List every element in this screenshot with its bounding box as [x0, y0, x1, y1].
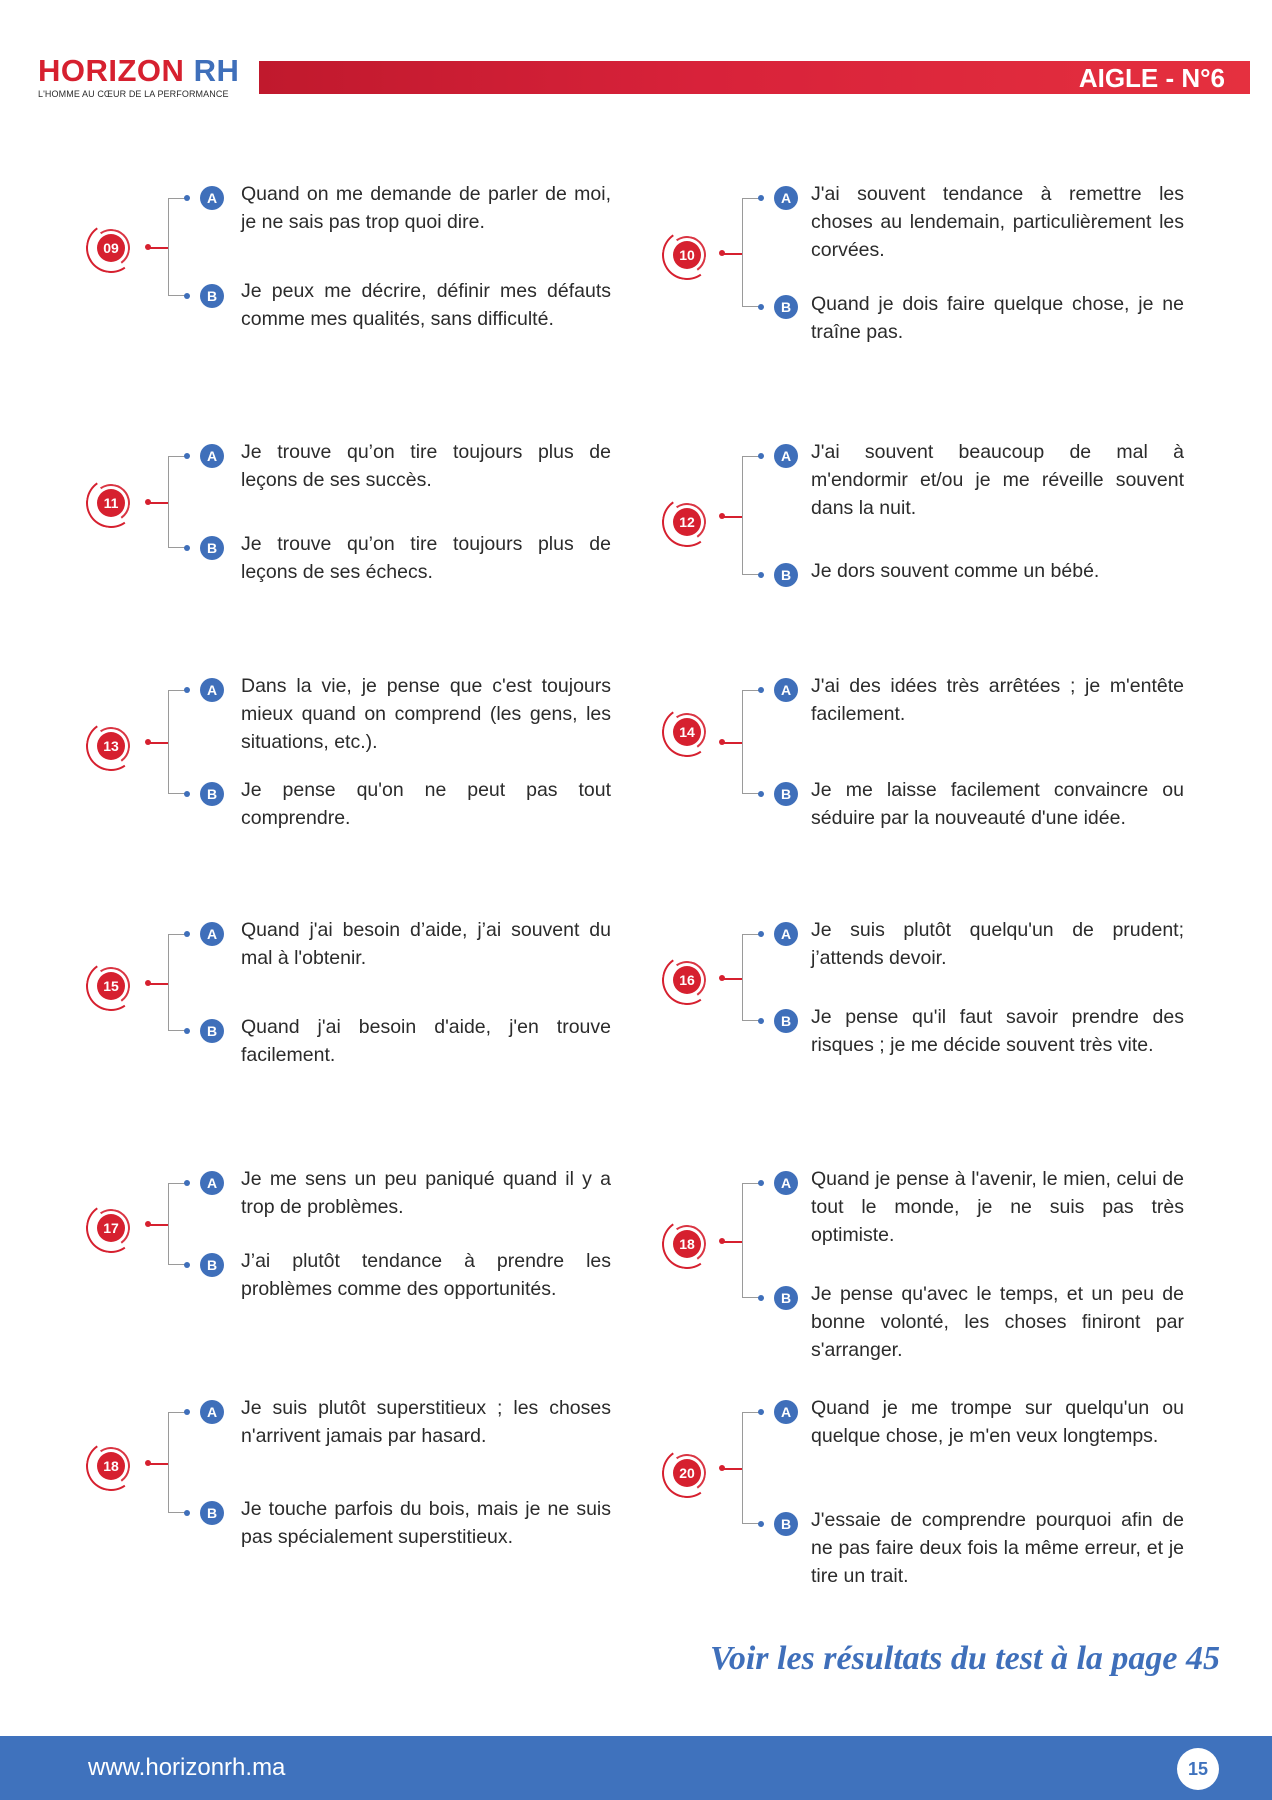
- option-bracket: [742, 456, 760, 575]
- question-number: 20: [673, 1459, 701, 1487]
- option-dot: [758, 1180, 764, 1186]
- connector-line: [150, 502, 168, 504]
- question-number-badge: [662, 955, 712, 1005]
- option-a-badge[interactable]: A: [774, 1171, 798, 1195]
- option-dot: [184, 791, 190, 797]
- option-a-badge[interactable]: A: [200, 1400, 224, 1424]
- option-a-badge[interactable]: A: [200, 1171, 224, 1195]
- option-b-text[interactable]: Quand j'ai besoin d'aide, j'en trouve facilement.: [241, 1016, 611, 1066]
- option-bracket: [742, 198, 760, 307]
- option-dot: [184, 1510, 190, 1516]
- question-number-badge: [662, 1448, 712, 1498]
- option-dot: [184, 1028, 190, 1034]
- connector-line: [724, 516, 742, 518]
- option-b-badge[interactable]: B: [200, 782, 224, 806]
- footer-url[interactable]: www.horizonrh.ma: [88, 1754, 286, 1781]
- header-band: [259, 61, 1250, 94]
- option-a-badge[interactable]: A: [774, 922, 798, 946]
- option-b-badge[interactable]: B: [200, 536, 224, 560]
- results-link[interactable]: Voir les résultats du test à la page 45: [709, 1640, 1220, 1677]
- page-number: 15: [1177, 1748, 1219, 1790]
- question-number: 13: [97, 732, 125, 760]
- option-dot: [184, 453, 190, 459]
- option-dot: [758, 1295, 764, 1301]
- connector-line: [724, 978, 742, 980]
- question-number-badge: [662, 707, 712, 757]
- question-number: 11: [97, 489, 125, 517]
- question-number: 09: [97, 234, 125, 262]
- option-dot: [184, 1180, 190, 1186]
- question-number-badge: [662, 1219, 712, 1269]
- option-dot: [184, 687, 190, 693]
- option-a-text[interactable]: Je suis plutôt superstitieux ; les choses n'arrivent jamais par hasard.: [241, 1397, 611, 1447]
- option-a-text[interactable]: Je me sens un peu paniqué quand il y a trop de problèmes.: [241, 1168, 611, 1218]
- option-b-text[interactable]: Je pense qu'on ne peut pas tout comprendre.: [241, 779, 611, 829]
- option-b-text[interactable]: Je pense qu'il faut savoir prendre des risques ; je me décide souvent très vite.: [811, 1006, 1184, 1056]
- option-dot: [758, 687, 764, 693]
- option-b-badge[interactable]: B: [774, 1286, 798, 1310]
- option-a-badge[interactable]: A: [774, 444, 798, 468]
- question-number-badge: [662, 230, 712, 280]
- option-dot: [758, 572, 764, 578]
- option-dot: [758, 195, 764, 201]
- option-b-text[interactable]: Je peux me décrire, définir mes défauts comme mes qualités, sans difficulté.: [241, 280, 611, 330]
- option-dot: [184, 195, 190, 201]
- option-b-text[interactable]: J’ai plutôt tendance à prendre les problèmes comme des opportunités.: [241, 1250, 611, 1300]
- option-bracket: [742, 1183, 760, 1298]
- option-b-badge[interactable]: B: [200, 1253, 224, 1277]
- option-a-text[interactable]: Quand je me trompe sur quelqu'un ou quelque chose, je m'en veux longtemps.: [811, 1397, 1184, 1447]
- option-a-text[interactable]: Quand on me demande de parler de moi, je ne sais pas trop quoi dire.: [241, 183, 611, 233]
- option-b-badge[interactable]: B: [774, 563, 798, 587]
- option-a-text[interactable]: J'ai souvent beaucoup de mal à m'endormir et/ou je me réveille souvent dans la nuit.: [811, 441, 1184, 519]
- logo-wordmark: HORIZON RH: [38, 53, 240, 88]
- question-number-badge: [86, 1441, 136, 1491]
- option-bracket: [168, 934, 186, 1031]
- connector-line: [150, 983, 168, 985]
- option-bracket: [742, 1412, 760, 1524]
- option-dot: [758, 1521, 764, 1527]
- option-b-badge[interactable]: B: [200, 284, 224, 308]
- option-dot: [758, 1018, 764, 1024]
- question-number: 14: [673, 718, 701, 746]
- question-number-badge: [662, 497, 712, 547]
- option-a-badge[interactable]: A: [200, 678, 224, 702]
- connector-line: [724, 742, 742, 744]
- option-dot: [184, 1262, 190, 1268]
- option-b-text[interactable]: Je me laisse facilement convaincre ou séduire par la nouveauté d'une idée.: [811, 779, 1184, 829]
- connector-line: [150, 247, 168, 249]
- option-b-badge[interactable]: B: [774, 295, 798, 319]
- option-a-badge[interactable]: A: [200, 922, 224, 946]
- option-a-text[interactable]: Quand je pense à l'avenir, le mien, celui de tout le monde, je ne suis pas très optimiste.: [811, 1168, 1184, 1246]
- option-bracket: [742, 934, 760, 1021]
- question-number: 17: [97, 1214, 125, 1242]
- option-bracket: [168, 198, 186, 296]
- connector-line: [150, 742, 168, 744]
- option-dot: [184, 931, 190, 937]
- option-b-badge[interactable]: B: [774, 782, 798, 806]
- option-b-text[interactable]: Je touche parfois du bois, mais je ne suis pas spécialement superstitieux.: [241, 1498, 611, 1548]
- option-dot: [184, 1409, 190, 1415]
- option-a-text[interactable]: J'ai des idées très arrêtées ; je m'entête facilement.: [811, 675, 1184, 725]
- question-number: 15: [97, 972, 125, 1000]
- connector-line: [150, 1224, 168, 1226]
- question-number-badge: [86, 1203, 136, 1253]
- option-b-text[interactable]: Quand je dois faire quelque chose, je ne traîne pas.: [811, 293, 1184, 343]
- option-b-text[interactable]: Je trouve qu’on tire toujours plus de leçons de ses échecs.: [241, 533, 611, 583]
- question-number: 18: [673, 1230, 701, 1258]
- question-number-badge: [86, 961, 136, 1011]
- option-bracket: [168, 456, 186, 548]
- question-number-badge: [86, 721, 136, 771]
- option-b-text[interactable]: J'essaie de comprendre pourquoi afin de ne pas faire deux fois la même erreur, et je tire un trait.: [811, 1509, 1184, 1587]
- option-b-text[interactable]: Je dors souvent comme un bébé.: [811, 560, 1100, 582]
- option-a-badge[interactable]: A: [200, 444, 224, 468]
- option-a-text[interactable]: Je suis plutôt quelqu'un de prudent; j’attends devoir.: [811, 919, 1184, 969]
- option-b-text[interactable]: Je pense qu'avec le temps, et un peu de bonne volonté, les choses finiront par s'arranger.: [811, 1283, 1184, 1361]
- option-a-badge[interactable]: A: [200, 186, 224, 210]
- option-a-text[interactable]: Quand j'ai besoin d’aide, j’ai souvent du mal à l'obtenir.: [241, 919, 611, 969]
- option-b-badge[interactable]: B: [200, 1019, 224, 1043]
- option-a-text[interactable]: J'ai souvent tendance à remettre les choses au lendemain, particulièrement les corvées.: [811, 183, 1184, 261]
- question-number-badge: [86, 223, 136, 273]
- option-bracket: [742, 690, 760, 794]
- option-b-badge[interactable]: B: [774, 1512, 798, 1536]
- option-a-text[interactable]: Dans la vie, je pense que c'est toujours mieux quand on comprend (les gens, les situations, etc.).: [241, 675, 611, 753]
- logo: [38, 54, 238, 99]
- option-a-badge[interactable]: A: [774, 186, 798, 210]
- option-b-badge[interactable]: B: [200, 1501, 224, 1525]
- connector-line: [724, 253, 742, 255]
- option-dot: [184, 545, 190, 551]
- option-a-text[interactable]: Je trouve qu’on tire toujours plus de leçons de ses succès.: [241, 441, 611, 491]
- connector-line: [150, 1463, 168, 1465]
- question-number: 16: [673, 966, 701, 994]
- option-dot: [758, 1409, 764, 1415]
- option-bracket: [168, 690, 186, 794]
- question-number: 10: [673, 241, 701, 269]
- option-dot: [758, 791, 764, 797]
- option-dot: [184, 293, 190, 299]
- logo-tagline: L'HOMME AU CŒUR DE LA PERFORMANCE: [38, 89, 229, 99]
- connector-line: [724, 1468, 742, 1470]
- connector-line: [724, 1241, 742, 1243]
- footer: [0, 1736, 1272, 1800]
- option-bracket: [168, 1412, 186, 1513]
- option-b-badge[interactable]: B: [774, 1009, 798, 1033]
- issue-label: AIGLE - N°6: [1078, 63, 1225, 93]
- option-a-badge[interactable]: A: [774, 1400, 798, 1424]
- option-a-badge[interactable]: A: [774, 678, 798, 702]
- option-dot: [758, 304, 764, 310]
- question-number-badge: [86, 478, 136, 528]
- question-number: 18: [97, 1452, 125, 1480]
- option-bracket: [168, 1183, 186, 1265]
- option-dot: [758, 453, 764, 459]
- question-number: 12: [673, 508, 701, 536]
- option-dot: [758, 931, 764, 937]
